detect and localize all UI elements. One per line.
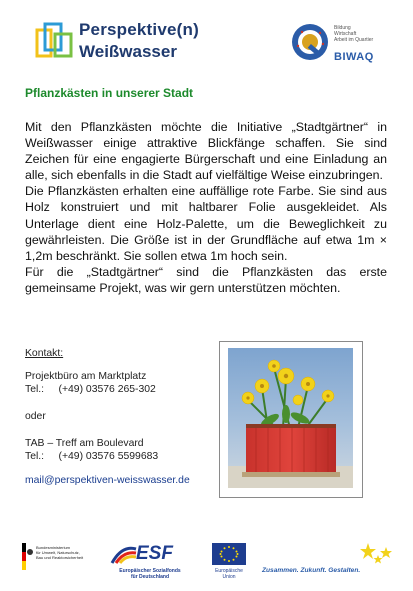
biwaq-tag-2: Wirtschaft (334, 31, 357, 37)
body-paragraph-2: Die Pflanzkästen erhalten eine auffällige rote Farbe. Sie sind aus Holz konstruiert und mit haltbarer Folie ausgekleidet. Als Unterlage dient eine Holz-Palette, um die Beweglichkeit zu gewährleisten. Die Größe ist in der Grundfläche auf etwa 1m × 1,2m beschränkt. Sie sollen etwa 1m hoch sein. (25, 184, 387, 263)
body-paragraph-3: Für die „Stadtgärtner“ sind die Pflanzkästen das erste gemeinsame Projekt, was wir gern unterstützen möchten. (25, 264, 387, 295)
logo-title: Perspektive(n) (79, 20, 199, 39)
bmu-text-3: Bau und Reaktorsicherheit (36, 555, 84, 560)
stars-icon (358, 541, 398, 567)
biwaq-tagline (334, 25, 384, 43)
contact-email-link[interactable]: mail@perspektiven-weisswasser.de (25, 475, 190, 486)
contact-label: Kontakt: (25, 348, 64, 359)
perspektiven-logo (35, 18, 215, 66)
headline: Pflanzkästen in unserer Stadt (25, 86, 194, 100)
office1-tel: Tel.: (+49) 03576 265-302 (25, 384, 156, 395)
contact-block (25, 347, 215, 486)
office2-name: TAB – Treff am Boulevard (25, 438, 144, 449)
photo-frame (219, 341, 363, 498)
esf-logo (110, 543, 190, 583)
office1-name: Projektbüro am Marktplatz (25, 371, 147, 382)
esf-subtitle (110, 568, 190, 580)
body-text (25, 119, 387, 296)
eu-sub-1: Europäische (215, 568, 243, 574)
bmu-text-2: für Umwelt, Naturschutz, (36, 550, 80, 555)
esf-name: ESF (136, 543, 173, 564)
bmu-logo (22, 543, 92, 581)
office2-tel: Tel.: (+49) 03576 5599683 (25, 451, 159, 462)
eu-sub-2: Union (222, 574, 236, 580)
eu-logo (210, 543, 248, 587)
planter-photo (228, 348, 353, 488)
footer-logos (0, 535, 413, 591)
biwaq-circle-icon (290, 22, 330, 62)
biwaq-tag-3: Arbeit im Quartier (334, 37, 374, 43)
eu-subtitle (210, 568, 248, 580)
biwaq-tag-1: Bildung (334, 25, 351, 31)
zzg-logo (262, 545, 402, 585)
logo-city: Weißwasser (79, 42, 177, 61)
eu-flag-icon (212, 543, 246, 565)
biwaq-logo (290, 22, 385, 68)
bmu-text-1: Bundesministerium (36, 545, 71, 550)
esf-sub-2: für Deutschland (130, 574, 170, 580)
esf-swoosh-icon (110, 543, 138, 565)
body-paragraph-1: Mit den Pflanzkästen möchte die Initiative „Stadtgärtner“ in Weißwasser einige attraktive Blickfänge schaffen. Sie sind Zeichen für eine engagierte Bürgerschaft und eine Einladung an alle, sich ebenfalls in die Stadt auf vielfältige Weise einzubringen. (25, 120, 387, 183)
biwaq-name: BIWAQ (334, 51, 374, 63)
contact-or: oder (25, 411, 46, 422)
bmu-text (36, 545, 92, 560)
esf-sub-1: Europäischer Sozialfonds (119, 568, 181, 574)
zzg-slogan: Zusammen. Zukunft. Gestalten. (262, 567, 361, 574)
perspektiven-logo-mark-icon (35, 20, 75, 60)
german-eagle-flag-icon (22, 543, 34, 571)
